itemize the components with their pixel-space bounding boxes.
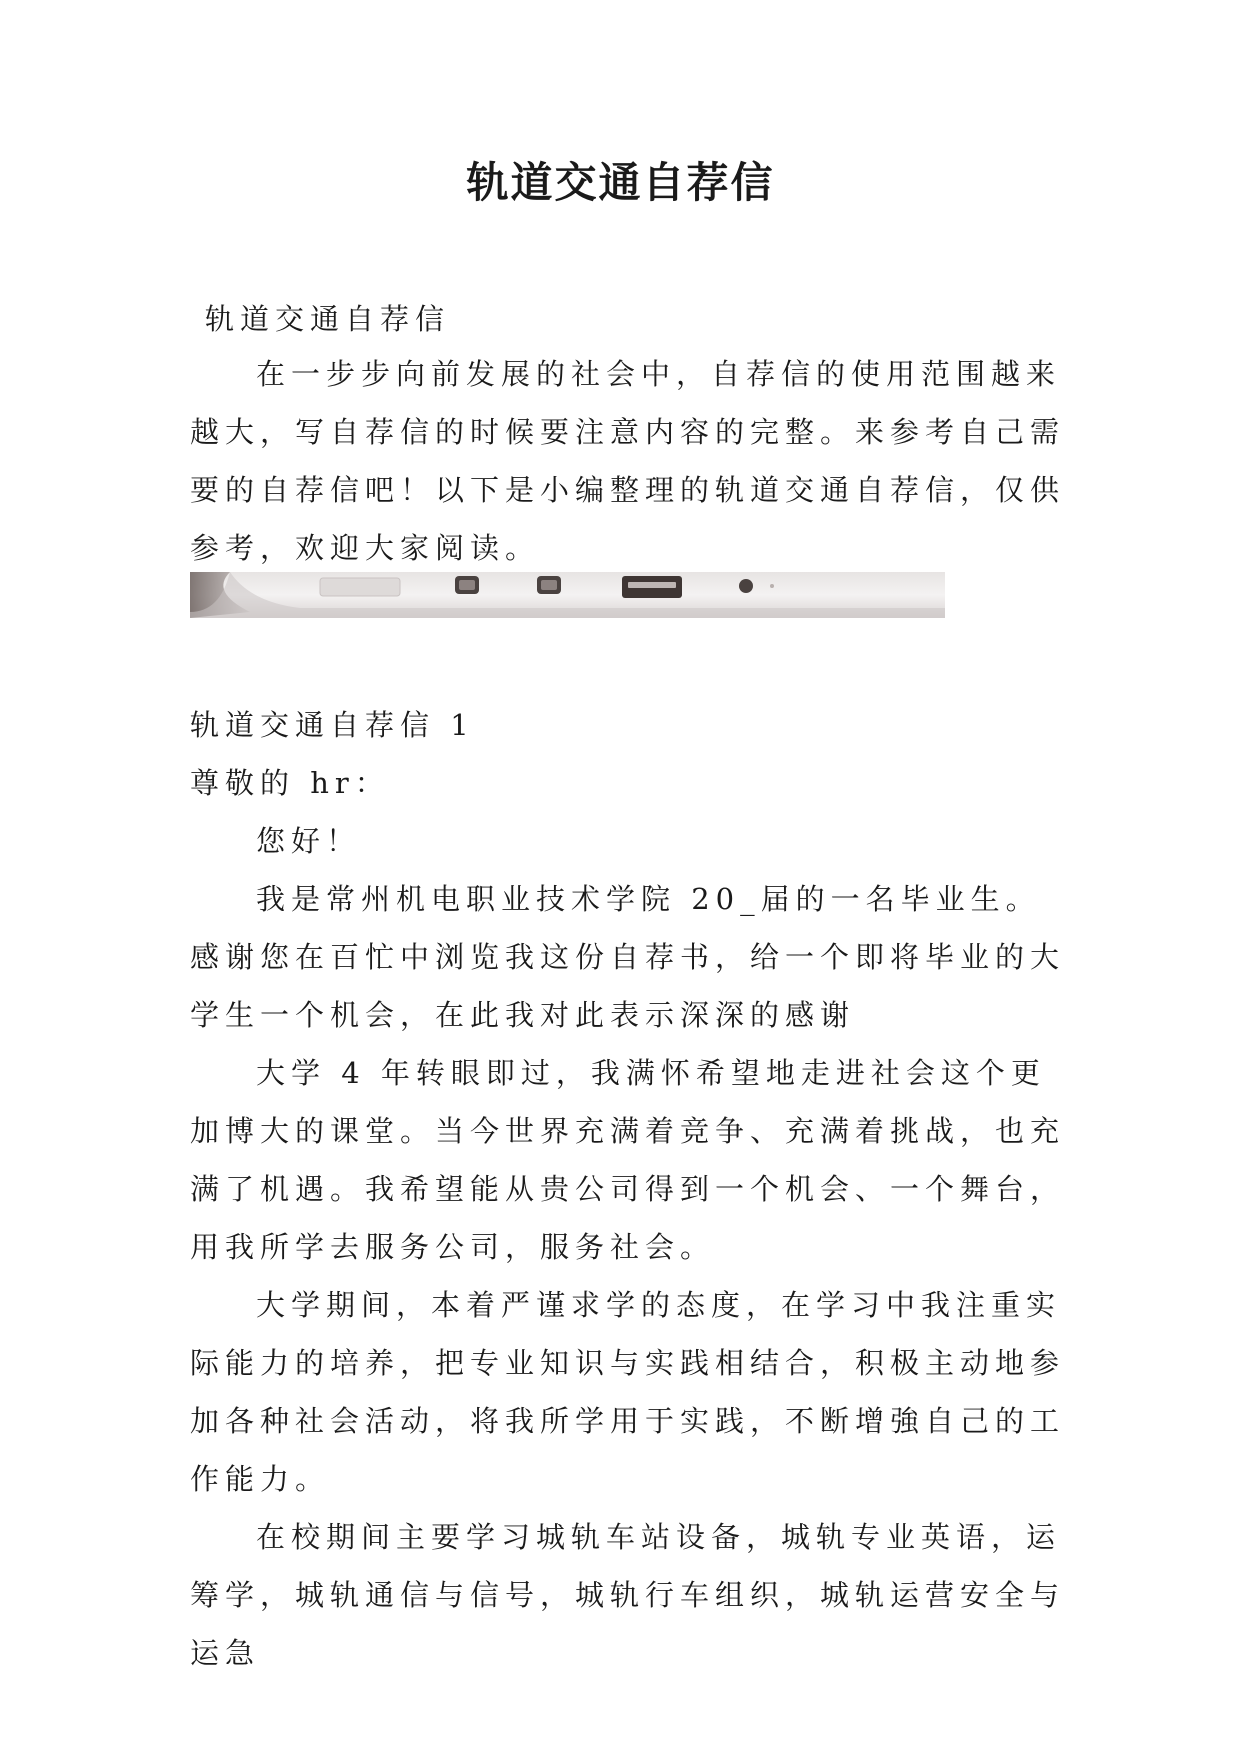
laptop-ports-image xyxy=(190,572,945,618)
letter-salutation: 尊敬的 hr： xyxy=(190,766,390,800)
letter-section xyxy=(190,696,1070,1682)
letter-paragraph: 大学 4 年转眼即过，我满怀希望地走进社会这个更加博大的课堂。当今世界充满着竞争、充满着挑战，也充满了机遇。我希望能从贵公司得到一个机会、一个舞台，用我所学去服务公司，服务社会。 xyxy=(190,1056,1066,1264)
document-title: 轨道交通自荐信 xyxy=(466,158,775,207)
letter-paragraph: 在校期间主要学习城轨车站设备，城轨专业英语，运筹学，城轨通信与信号，城轨行车组织，城轨运营安全与运急 xyxy=(190,1520,1066,1670)
letter-paragraph: 大学期间，本着严谨求学的态度，在学习中我注重实际能力的培养，把专业知识与实践相结合，积极主动地参加各种社会活动，将我所学用于实践，不断增強自己的工作能力。 xyxy=(190,1288,1066,1496)
letter-paragraph: 我是常州机电职业技术学院 20_届的一名毕业生。感谢您在百忙中浏览我这份自荐书，给一个即将毕业的大学生一个机会，在此我对此表示深深的感谢 xyxy=(190,882,1066,1032)
letter-heading: 轨道交通自荐信 1 xyxy=(190,708,475,742)
letter-greeting: 您好！ xyxy=(256,824,362,858)
intro-paragraph: 在一步步向前发展的社会中，自荐信的使用范围越来越大，写自荐信的时候要注意内容的完整。来参考自己需要的自荐信吧！以下是小编整理的轨道交通自荐信，仅供参考，欢迎大家阅读。 xyxy=(190,357,1066,565)
intro-heading: 轨道交通自荐信 xyxy=(205,302,451,336)
